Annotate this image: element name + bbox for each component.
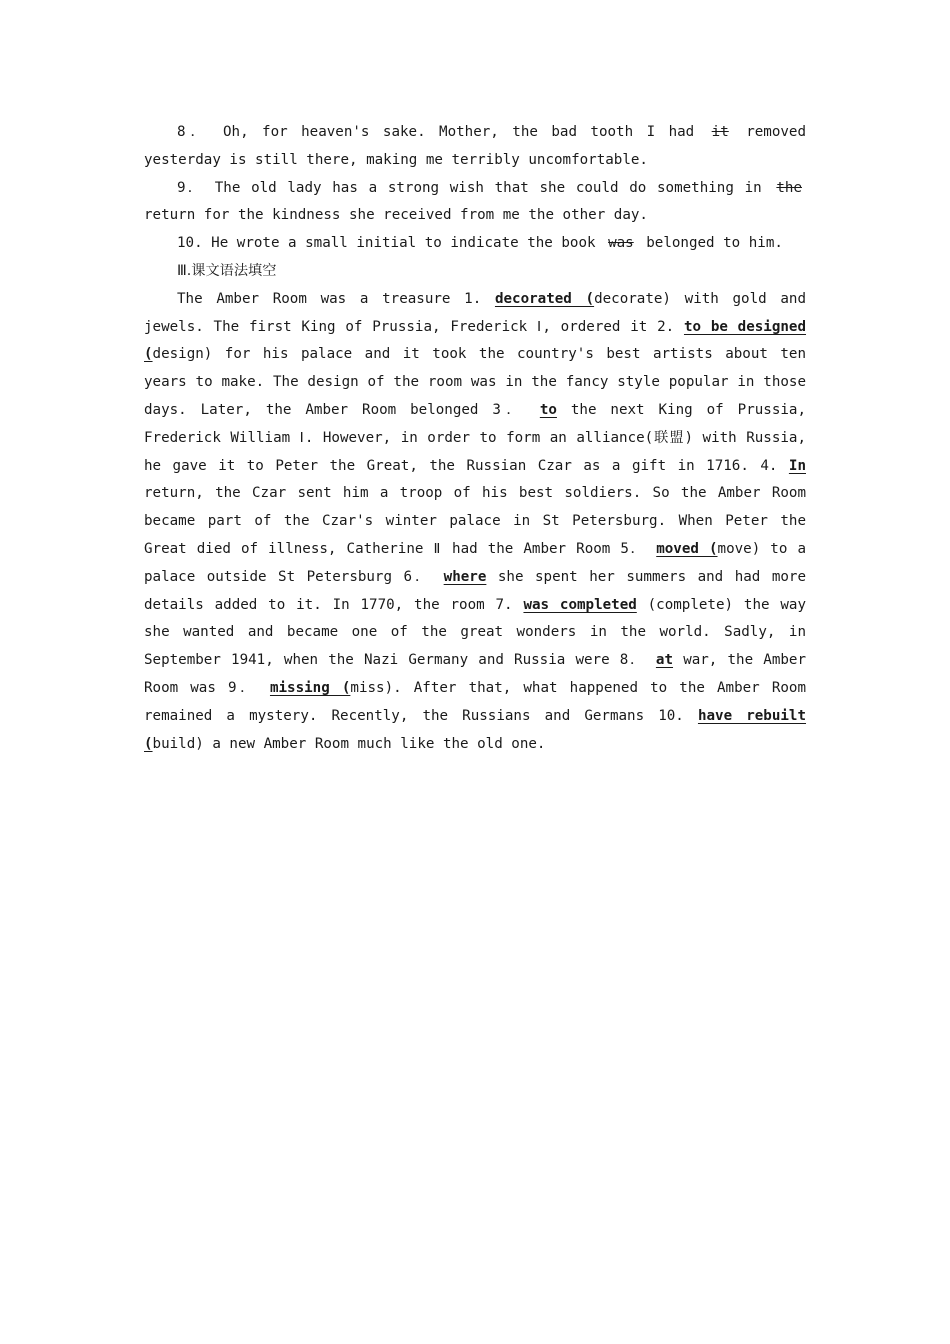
passage-text: decorate) with gold and jewels. The first King of Prussia, Frederick Ⅰ, ordered it 2. — [144, 290, 806, 335]
question-9-text-before: 9． The old lady has a strong wish that she could do something in — [177, 179, 762, 196]
answer-9: missing ( — [269, 679, 351, 696]
passage-text: war, the Amber Room was 9． — [144, 652, 807, 696]
passage-text: move) to a palace outside St Petersburg 6． — [144, 540, 806, 585]
question-10-text-after: belonged to him. — [646, 235, 783, 252]
question-10 — [144, 230, 806, 258]
passage-text: miss). After that, what happened to the Amber Room remained a mystery. Recently, the Russians and Germans 10. — [144, 679, 806, 724]
passage-text: (complete) the way she wanted and became one of the great wonders in the world. Sadly, in September 1941, when the Nazi Germany and Russia were 8． — [144, 596, 806, 669]
passage-text: design) for his palace and it took the country's best artists about ten years to make. The design of the room was in the fancy style popular in those days. Later, the Amber Room belonged 3． — [144, 346, 806, 418]
answer-5: moved ( — [656, 540, 718, 557]
passage-text: build) a new Amber Room much like the old one. — [152, 735, 546, 752]
answer-2: to be designed ( — [144, 318, 807, 363]
question-9 — [144, 175, 806, 231]
answer-1: decorated ( — [494, 290, 595, 307]
answer-3: to — [539, 401, 557, 418]
answer-4: In — [788, 457, 806, 474]
section-heading: Ⅲ.课文语法填空 — [177, 262, 277, 279]
answer-10: have rebuilt ( — [144, 707, 807, 752]
question-10-deleted-word: was — [608, 235, 634, 252]
document-page — [144, 119, 806, 758]
passage-paragraph — [144, 286, 806, 759]
question-8-text-before: 8． Oh, for heaven's sake. Mother, the bad tooth I had — [177, 124, 695, 140]
question-8 — [144, 119, 806, 175]
answer-8: at — [655, 652, 674, 669]
question-9-deleted-word: the — [776, 179, 802, 196]
question-8-text-after: removed yesterday is still there, making me terribly uncomfortable. — [144, 124, 806, 168]
passage-text: the next King of Prussia, Frederick William Ⅰ. However, in order to form an alliance(联盟) with Russia, he gave it to Peter the Great, the Russian Czar as a gift in 1716. 4. — [144, 401, 806, 474]
passage-text: she spent her summers and had more details added to it. In 1770, the room 7. — [144, 568, 807, 613]
question-9-text-after: return for the kindness she received from me the other day. — [144, 207, 648, 224]
passage-text: return, the Czar sent him a troop of his best soldiers. So the Amber Room became part of the Czar's winter palace in St Petersburg. When Peter the Great died of illness, Catherine Ⅱ had the Amber Room 5． — [144, 485, 806, 557]
answer-7: was completed — [523, 596, 637, 613]
passage-text: The Amber Room was a treasure 1. — [177, 290, 482, 307]
answer-6: where — [443, 568, 487, 585]
question-10-text-before: 10. He wrote a small initial to indicate the book — [177, 235, 596, 252]
question-8-deleted-word: it — [711, 124, 729, 140]
